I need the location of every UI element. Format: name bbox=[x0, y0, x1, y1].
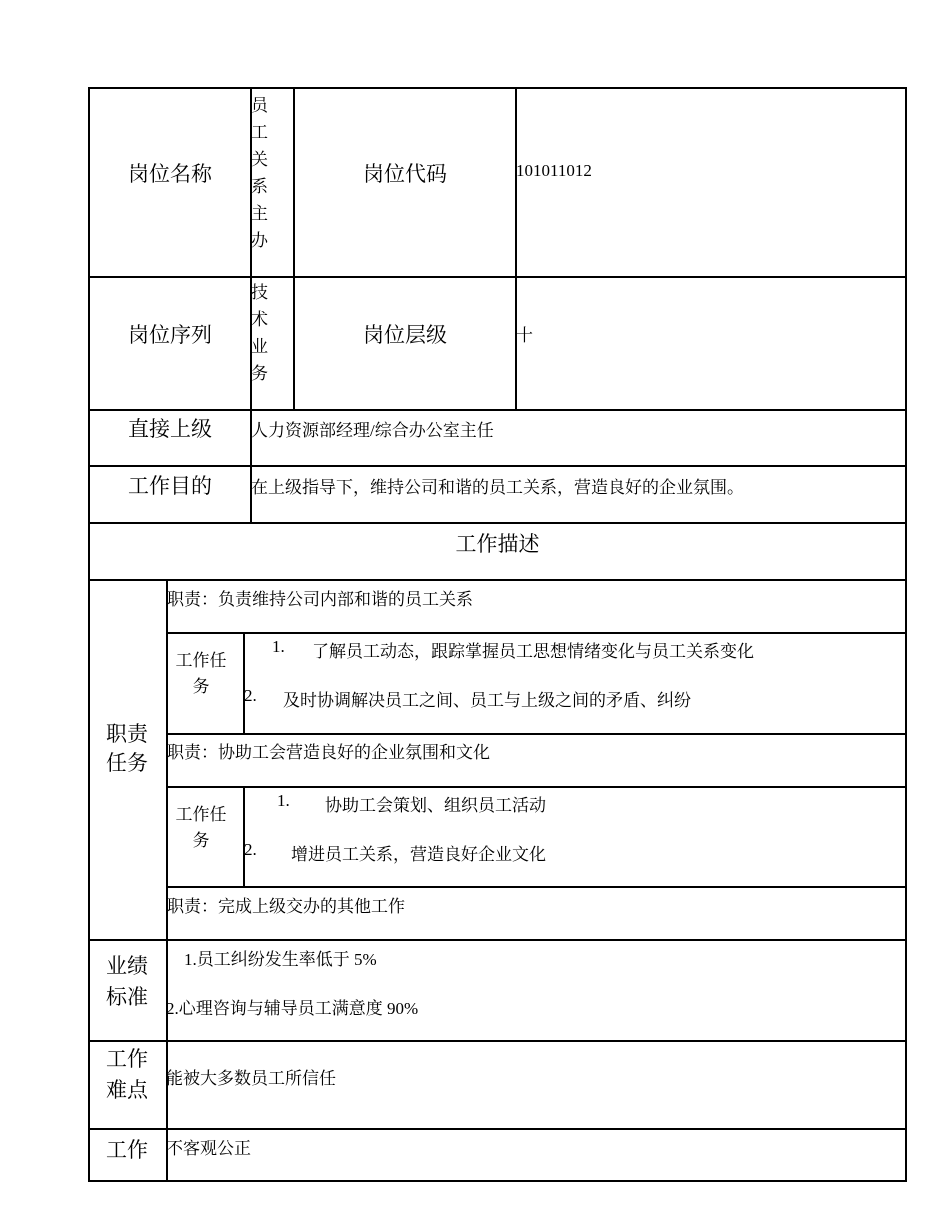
row-divider bbox=[166, 886, 907, 888]
table-border-top bbox=[88, 87, 907, 89]
superior-value: 人力资源部经理/综合办公室主任 bbox=[251, 421, 494, 440]
duty-1-task-label: 工作任务 bbox=[175, 651, 227, 696]
duty-2: 职责：协助工会营造良好的企业氛围和文化 bbox=[167, 743, 490, 762]
row-divider bbox=[166, 632, 907, 634]
post-name-value: 员工关系主办 bbox=[251, 96, 268, 250]
col-divider bbox=[166, 579, 168, 1182]
post-level-value: 十 bbox=[516, 326, 533, 345]
table-border-bottom bbox=[88, 1180, 907, 1182]
duty-2-task-2-num: 2. bbox=[244, 840, 257, 859]
taboo-value: 不客观公正 bbox=[166, 1139, 251, 1158]
post-sequence-value: 技术业务 bbox=[251, 283, 268, 383]
duty-1-task-2-num: 2. bbox=[244, 686, 257, 705]
duty-2-task-label: 工作任务 bbox=[175, 805, 227, 850]
difficulty-value: 能被大多数员工所信任 bbox=[166, 1069, 336, 1088]
row-divider bbox=[88, 579, 907, 581]
row-divider bbox=[88, 276, 907, 278]
table-border-left bbox=[88, 87, 90, 1182]
col-divider bbox=[243, 632, 245, 735]
duty-2-task-1-num: 1. bbox=[277, 791, 290, 810]
purpose-label: 工作目的 bbox=[128, 474, 212, 498]
post-code-value: 101011012 bbox=[516, 161, 592, 180]
col-divider bbox=[243, 786, 245, 888]
performance-item-1: 1.员工纠纷发生率低于 5% bbox=[184, 950, 377, 969]
post-sequence-label: 岗位序列 bbox=[128, 323, 212, 347]
row-divider bbox=[88, 1128, 907, 1130]
post-name-label: 岗位名称 bbox=[128, 162, 212, 186]
post-level-label: 岗位层级 bbox=[363, 323, 447, 347]
duty-1: 职责：负责维持公司内部和谐的员工关系 bbox=[167, 590, 473, 609]
duty-1-task-1-num: 1. bbox=[272, 637, 285, 656]
post-code-label: 岗位代码 bbox=[363, 162, 447, 186]
col-divider bbox=[293, 87, 295, 411]
table-border-right bbox=[905, 87, 907, 1182]
row-divider bbox=[88, 939, 907, 941]
row-divider bbox=[88, 522, 907, 524]
performance-label: 业绩标准 bbox=[106, 954, 148, 1009]
row-divider bbox=[88, 465, 907, 467]
row-divider bbox=[88, 1040, 907, 1042]
duty-1-task-2-text: 及时协调解决员工之间、员工与上级之间的矛盾、纠纷 bbox=[283, 691, 691, 710]
col-divider bbox=[515, 87, 517, 411]
row-divider bbox=[166, 733, 907, 735]
duty-1-task-1-text: 了解员工动态，跟踪掌握员工思想情绪变化与员工关系变化 bbox=[312, 642, 754, 661]
duties-section-label: 职责任务 bbox=[106, 722, 148, 775]
superior-label: 直接上级 bbox=[128, 417, 212, 441]
performance-item-2: 2.心理咨询与辅导员工满意度 90% bbox=[166, 999, 419, 1018]
duty-2-task-1-text: 协助工会策划、组织员工活动 bbox=[325, 796, 546, 815]
section-title: 工作描述 bbox=[455, 532, 540, 556]
taboo-label: 工作 bbox=[106, 1138, 148, 1162]
row-divider bbox=[88, 409, 907, 411]
row-divider bbox=[166, 786, 907, 788]
duty-2-task-2-text: 增进员工关系，营造良好企业文化 bbox=[291, 845, 546, 864]
duty-3: 职责：完成上级交办的其他工作 bbox=[167, 897, 405, 916]
difficulty-label: 工作难点 bbox=[106, 1047, 148, 1102]
purpose-value: 在上级指导下，维持公司和谐的员工关系，营造良好的企业氛围。 bbox=[251, 478, 744, 497]
